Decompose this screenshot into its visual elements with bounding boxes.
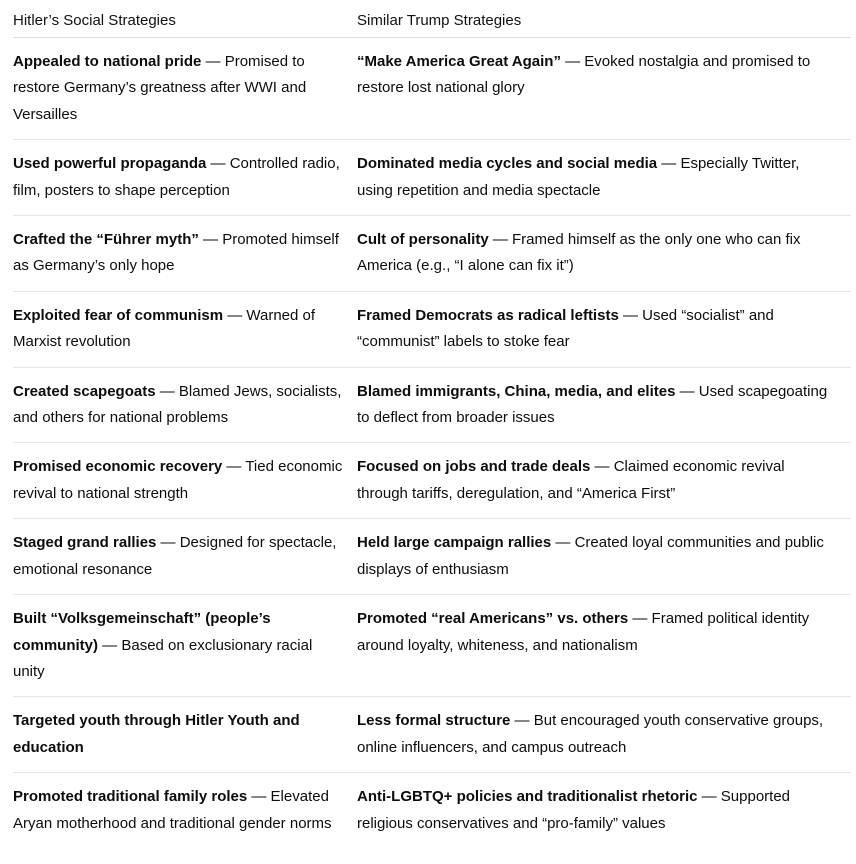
left-cell-bold: Exploited fear of communism bbox=[13, 306, 224, 324]
right-cell-bold: Anti-LGBTQ+ policies and traditionalist rhetoric bbox=[357, 788, 698, 806]
left-cell-bold: Crafted the “Führer myth” bbox=[13, 231, 199, 249]
left-cell bbox=[13, 697, 357, 772]
left-cell-text: — Promised to restore Germany’s greatness after WWI and Versailles bbox=[13, 53, 307, 123]
left-cell-bold: Targeted youth through Hitler Youth and education bbox=[13, 712, 300, 756]
left-cell-text: — Controlled radio, film, posters to shape perception bbox=[13, 155, 340, 199]
right-cell bbox=[357, 519, 851, 594]
header-trump-strategies: Similar Trump Strategies bbox=[357, 12, 522, 29]
left-cell-bold: Staged grand rallies bbox=[13, 534, 157, 552]
left-cell-bold: Promoted traditional family roles bbox=[13, 788, 248, 806]
right-cell-bold: Held large campaign rallies bbox=[357, 534, 552, 552]
right-cell-text: — Used “socialist” and “communist” labels to stoke fear bbox=[357, 306, 774, 351]
left-cell bbox=[13, 216, 357, 291]
left-cell-bold: Promised economic recovery bbox=[13, 458, 223, 476]
right-cell bbox=[357, 292, 851, 367]
table-header-row bbox=[13, 0, 851, 38]
right-cell-bold: Less formal structure bbox=[357, 712, 511, 730]
right-cell bbox=[357, 773, 851, 848]
right-cell bbox=[357, 140, 851, 215]
right-cell-bold: Framed Democrats as radical leftists bbox=[357, 306, 619, 324]
right-cell-text: — Framed political identity around loyalty, whiteness, and nationalism bbox=[357, 610, 810, 654]
left-cell-text: — Blamed Jews, socialists, and others for national problems bbox=[13, 382, 342, 427]
left-cell-text: — Based on exclusionary racial unity bbox=[13, 636, 313, 680]
right-cell-text: — Claimed economic revival through tariffs, deregulation, and “America First” bbox=[357, 458, 785, 502]
table-row bbox=[13, 519, 851, 595]
left-cell bbox=[13, 595, 357, 696]
table-row bbox=[13, 140, 851, 216]
left-cell bbox=[13, 140, 357, 215]
right-cell-text: — Framed himself as the only one who can fix America (e.g., “I alone can fix it”) bbox=[357, 231, 801, 275]
right-cell-bold: “Make America Great Again” bbox=[357, 53, 561, 70]
left-cell-bold: Used powerful propaganda bbox=[13, 155, 207, 173]
right-cell-text: — Evoked nostalgia and promised to restore lost national glory bbox=[357, 53, 811, 97]
left-cell-bold: Created scapegoats bbox=[13, 382, 156, 400]
right-cell-bold: Cult of personality bbox=[357, 231, 489, 249]
left-cell bbox=[13, 368, 357, 443]
right-cell-text: — Supported religious conservatives and “pro-family” values bbox=[357, 788, 791, 832]
table-row bbox=[13, 38, 851, 140]
left-cell bbox=[13, 519, 357, 594]
table-row bbox=[13, 595, 851, 697]
right-cell bbox=[357, 595, 851, 696]
left-cell-bold: Appealed to national pride bbox=[13, 53, 202, 70]
right-cell bbox=[357, 38, 851, 139]
left-cell-text: — Promoted himself as Germany’s only hope bbox=[13, 231, 339, 275]
right-cell-text: — Used scapegoating to deflect from broader issues bbox=[357, 382, 828, 427]
header-hitler-strategies: Hitler’s Social Strategies bbox=[13, 12, 176, 29]
table-row bbox=[13, 368, 851, 444]
left-cell-text: — Designed for spectacle, emotional resonance bbox=[13, 534, 337, 578]
left-cell bbox=[13, 773, 357, 848]
right-cell-bold: Focused on jobs and trade deals bbox=[357, 458, 591, 476]
comparison-table bbox=[13, 0, 851, 848]
right-cell bbox=[357, 368, 851, 443]
right-cell-bold: Dominated media cycles and social media bbox=[357, 155, 658, 173]
left-cell bbox=[13, 443, 357, 518]
right-cell bbox=[357, 216, 851, 291]
right-cell-bold: Blamed immigrants, China, media, and elites bbox=[357, 382, 676, 400]
left-cell-bold: Built “Volksgemeinschaft” (people’s community) bbox=[13, 610, 271, 654]
table-row bbox=[13, 773, 851, 848]
right-cell bbox=[357, 697, 851, 772]
right-cell-text: — Especially Twitter, using repetition and media spectacle bbox=[357, 155, 800, 199]
left-cell bbox=[13, 38, 357, 139]
left-cell bbox=[13, 292, 357, 367]
table-row bbox=[13, 443, 851, 519]
left-cell-text: — Warned of Marxist revolution bbox=[13, 306, 316, 351]
table-row bbox=[13, 216, 851, 292]
right-cell-text: — But encouraged youth conservative groups, online influencers, and campus outreach bbox=[357, 712, 824, 756]
table-row bbox=[13, 292, 851, 368]
table-row bbox=[13, 697, 851, 773]
right-cell bbox=[357, 443, 851, 518]
left-cell-text: — Tied economic revival to national strength bbox=[13, 458, 343, 502]
right-cell-text: — Created loyal communities and public displays of enthusiasm bbox=[357, 534, 824, 578]
left-cell-text: — Elevated Aryan motherhood and traditional gender norms bbox=[13, 788, 332, 832]
right-cell-bold: Promoted “real Americans” vs. others bbox=[357, 610, 629, 628]
